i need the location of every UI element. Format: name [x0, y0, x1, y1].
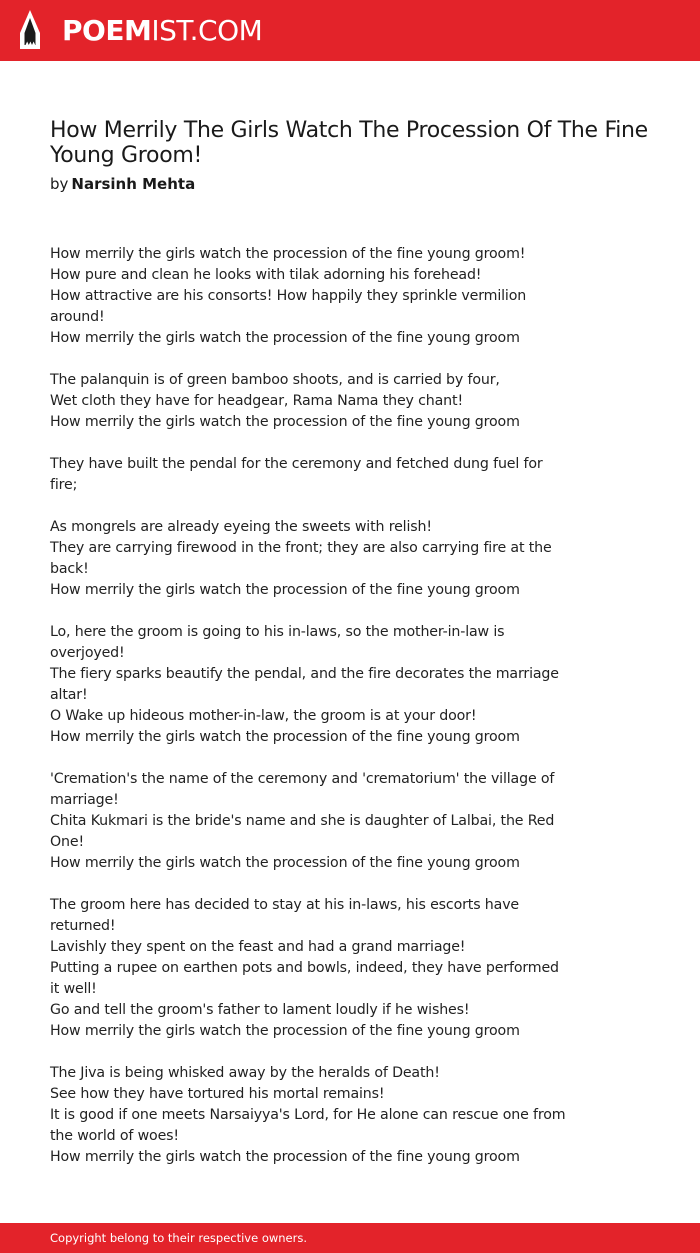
- poem-line: The groom here has decided to stay at his in-laws, his escorts have returned!: [50, 897, 520, 934]
- poem-body: [50, 244, 570, 1189]
- stanza: [50, 895, 570, 1042]
- poem-line: 'Cremation's the name of the ceremony and 'crematorium' the village of marriage!: [50, 771, 555, 808]
- poem-line: O Wake up hideous mother-in-law, the groom is at your door!: [50, 708, 477, 724]
- poem-line: Chita Kukmari is the bride's name and she is daughter of Lalbai, the Red One!: [50, 813, 555, 850]
- poem-line: Lo, here the groom is going to his in-laws, so the mother-in-law is overjoyed!: [50, 624, 505, 661]
- stanza: [50, 454, 570, 496]
- stanza: [50, 244, 570, 349]
- poem-line: How merrily the girls watch the procession of the fine young groom: [50, 855, 520, 871]
- brand-light: IST.COM: [151, 14, 263, 47]
- poem-line: The Jiva is being whisked away by the heralds of Death!: [50, 1065, 440, 1081]
- poem-line: How merrily the girls watch the procession of the fine young groom: [50, 1149, 520, 1165]
- pen-nib-icon[interactable]: [17, 9, 43, 51]
- by-label: by: [50, 175, 69, 193]
- brand-bold: POEM: [62, 14, 152, 47]
- poem-line: How merrily the girls watch the procession of the fine young groom: [50, 729, 520, 745]
- poem-line: They are carrying firewood in the front; they are also carrying fire at the back!: [50, 540, 552, 577]
- poem-line: They have built the pendal for the ceremony and fetched dung fuel for fire;: [50, 456, 543, 493]
- stanza: [50, 370, 570, 433]
- poem-line: Putting a rupee on earthen pots and bowls, indeed, they have performed it well!: [50, 960, 559, 997]
- author-name[interactable]: Narsinh Mehta: [71, 175, 196, 193]
- stanza: [50, 769, 570, 874]
- poem-line: How merrily the girls watch the procession of the fine young groom: [50, 330, 520, 346]
- poem-line: How merrily the girls watch the procession of the fine young groom: [50, 582, 520, 598]
- poem-line: The palanquin is of green bamboo shoots, and is carried by four,: [50, 372, 500, 388]
- poem-line: Lavishly they spent on the feast and had a grand marriage!: [50, 939, 466, 955]
- poem-line: Go and tell the groom's father to lament loudly if he wishes!: [50, 1002, 470, 1018]
- poem-line: How pure and clean he looks with tilak adorning his forehead!: [50, 267, 482, 283]
- copyright-text: Copyright belong to their respective owners.: [50, 1231, 308, 1245]
- site-footer: [0, 1223, 700, 1253]
- poem-line: It is good if one meets Narsaiyya's Lord, for He alone can rescue one from the world of woes!: [50, 1107, 566, 1144]
- byline: [50, 174, 195, 194]
- poem-line: As mongrels are already eyeing the sweets with relish!: [50, 519, 432, 535]
- poem-line: How attractive are his consorts! How happily they sprinkle vermilion around!: [50, 288, 527, 325]
- poem-title: How Merrily The Girls Watch The Procession Of The Fine Young Groom!: [50, 118, 648, 168]
- poem-line: How merrily the girls watch the procession of the fine young groom: [50, 1023, 520, 1039]
- poem-line: The fiery sparks beautify the pendal, and the fire decorates the marriage altar!: [50, 666, 559, 703]
- poem-line: Wet cloth they have for headgear, Rama Nama they chant!: [50, 393, 463, 409]
- poem-line: How merrily the girls watch the procession of the fine young groom!: [50, 246, 526, 262]
- stanza: [50, 1063, 570, 1168]
- poem-line: How merrily the girls watch the procession of the fine young groom: [50, 414, 520, 430]
- site-header: [0, 0, 700, 61]
- stanza: [50, 622, 570, 748]
- poem-line: See how they have tortured his mortal remains!: [50, 1086, 385, 1102]
- site-logo-text[interactable]: [62, 14, 262, 48]
- stanza: [50, 517, 570, 601]
